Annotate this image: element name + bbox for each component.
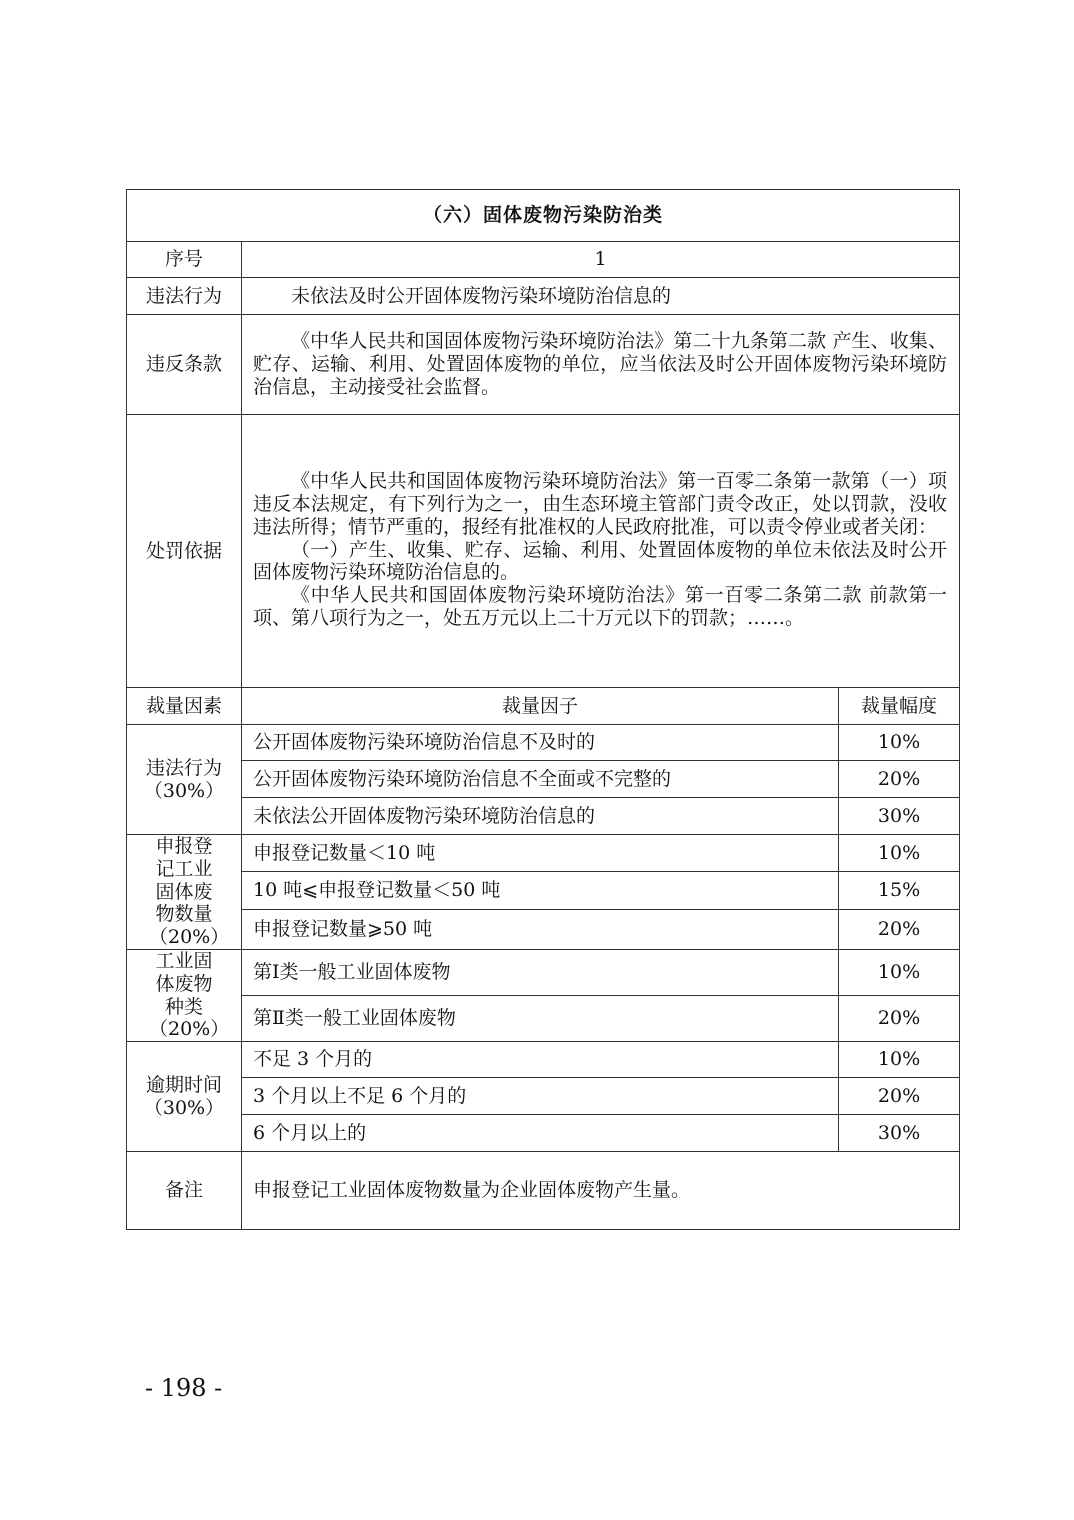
factor-pct: 15%	[839, 872, 960, 909]
factor-item: 3 个月以上不足 6 个月的	[242, 1078, 839, 1115]
header-item: 裁量因子	[242, 688, 839, 725]
factor-pct: 30%	[839, 798, 960, 835]
table-row	[127, 1115, 960, 1152]
remark-label: 备注	[127, 1152, 242, 1230]
penalty-discretion-table	[126, 189, 960, 1230]
factor-item: 不足 3 个月的	[242, 1042, 839, 1078]
clause-label: 违反条款	[127, 315, 242, 415]
factor-item: 申报登记数量＜10 吨	[242, 835, 839, 872]
factor-item: 6 个月以上的	[242, 1115, 839, 1152]
factor-pct: 20%	[839, 909, 960, 949]
factor-item: 未依法公开固体废物污染环境防治信息的	[242, 798, 839, 835]
factor-item: 第Ⅱ类一般工业固体废物	[242, 995, 839, 1042]
factor-item: 公开固体废物污染环境防治信息不全面或不完整的	[242, 761, 839, 798]
factor-item: 公开固体废物污染环境防治信息不及时的	[242, 725, 839, 761]
factor-pct: 20%	[839, 1078, 960, 1115]
behavior-text: 未依法及时公开固体废物污染环境防治信息的	[291, 284, 672, 307]
table-title: （六）固体废物污染防治类	[127, 190, 960, 242]
factor-pct: 20%	[839, 995, 960, 1042]
factor-pct: 10%	[839, 949, 960, 995]
basis-cell	[242, 415, 960, 688]
table-row	[127, 761, 960, 798]
behavior-value	[242, 278, 960, 315]
factor-group-label: 违法行为（30%）	[127, 725, 242, 835]
table-row	[127, 1042, 960, 1078]
factor-pct: 10%	[839, 835, 960, 872]
page-number: - 198 -	[145, 1374, 223, 1402]
factor-pct: 30%	[839, 1115, 960, 1152]
factor-group-label: 逾期时间（30%）	[127, 1042, 242, 1152]
remark-text: 申报登记工业固体废物数量为企业固体废物产生量。	[242, 1152, 960, 1230]
factor-item: 10 吨⩽申报登记数量＜50 吨	[242, 872, 839, 909]
basis-paragraph-1: 《中华人民共和国固体废物污染环境防治法》第一百零二条第一款第（一）项 违反本法规定，有下列行为之一，由生态环境主管部门责令改正，处以罚款，没收违法所得；情节严重的，报经有批准权的人民政府批准，可以责令停业或者关闭：	[253, 470, 948, 538]
clause-cell	[242, 315, 960, 415]
table-row	[127, 835, 960, 872]
seq-label: 序号	[127, 242, 242, 278]
basis-paragraph-3: 《中华人民共和国固体废物污染环境防治法》第一百零二条第二款 前款第一项、第八项行为之一，处五万元以上二十万元以下的罚款；……。	[253, 584, 948, 629]
basis-paragraph-2: （一）产生、收集、贮存、运输、利用、处置固体废物的单位未依法及时公开固体废物污染环境防治信息的。	[253, 538, 948, 584]
basis-label: 处罚依据	[127, 415, 242, 688]
factor-pct: 20%	[839, 761, 960, 798]
header-factor: 裁量因素	[127, 688, 242, 725]
table-row	[127, 995, 960, 1042]
table-row	[127, 872, 960, 909]
table-row	[127, 949, 960, 995]
factor-item: 申报登记数量⩾50 吨	[242, 909, 839, 949]
table-row	[127, 725, 960, 761]
seq-value: 1	[242, 242, 960, 278]
header-range: 裁量幅度	[839, 688, 960, 725]
table-row	[127, 798, 960, 835]
factor-pct: 10%	[839, 725, 960, 761]
clause-text: 《中华人民共和国固体废物污染环境防治法》第二十九条第二款 产生、收集、贮存、运输、利用、处置固体废物的单位，应当依法及时公开固体废物污染环境防治信息，主动接受社会监督。	[253, 330, 948, 398]
factor-item: 第Ⅰ类一般工业固体废物	[242, 949, 839, 995]
factor-pct: 10%	[839, 1042, 960, 1078]
table-row	[127, 1078, 960, 1115]
table-row	[127, 909, 960, 949]
behavior-label: 违法行为	[127, 278, 242, 315]
factor-group-label: 申报登记工业固体废物数量（20%）	[127, 835, 242, 950]
factor-group-label: 工业固体废物种类（20%）	[127, 949, 242, 1041]
